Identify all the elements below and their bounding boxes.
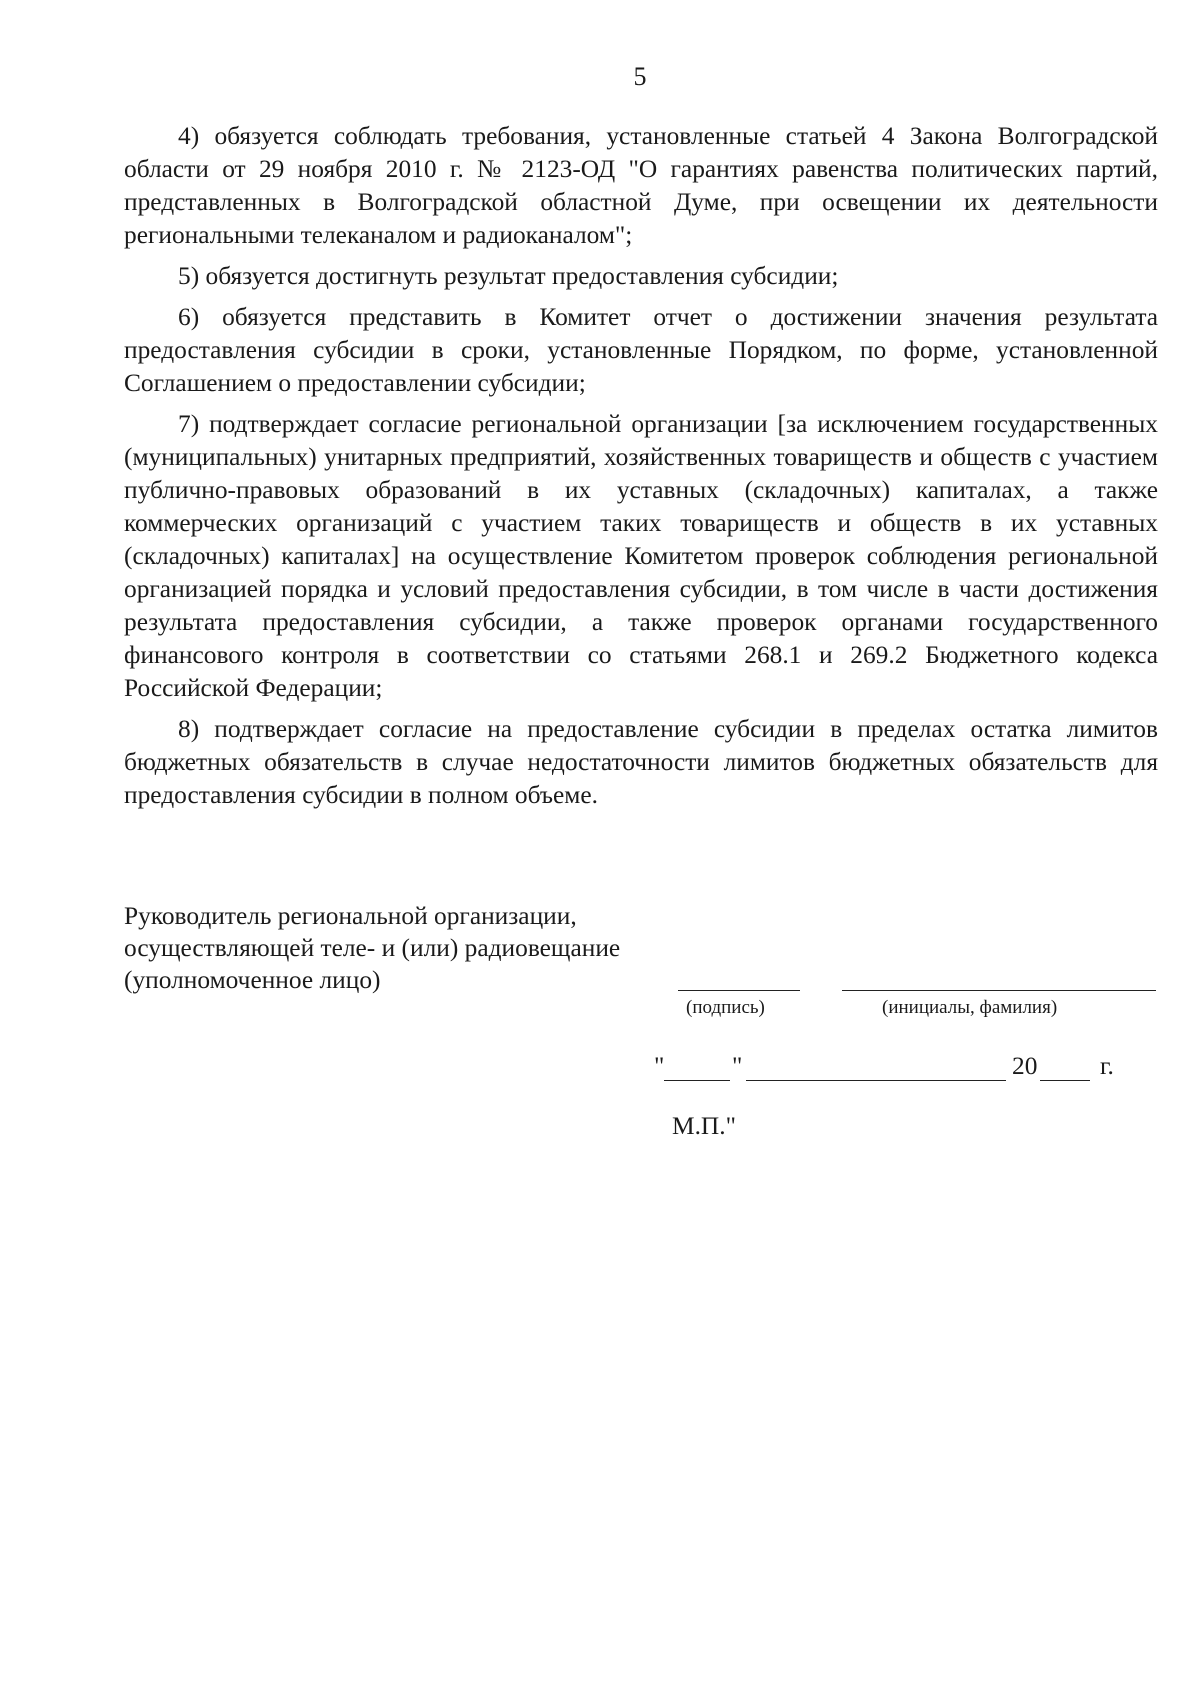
name-line: [842, 990, 1156, 991]
paragraph-item-4: 4) обязуется соблюдать требования, установленные статьей 4 Закона Волгоградской области от 29 ноября 2010 г. № 2123-ОД "О гарантиях равенства политических партий, представленных в Волгоградской областной Думе, при освещении их деятельности региональными телеканалом и радиоканалом";: [124, 122, 1158, 249]
signature-fields: [124, 900, 1158, 1140]
page-number: 5: [633, 62, 647, 91]
day-line: [664, 1080, 730, 1081]
signature-caption: (подпись): [686, 997, 765, 1018]
seal-mark: М.П.": [672, 1112, 736, 1140]
paragraph-item-8: 8) подтверждает согласие на предоставление субсидии в пределах остатка лимитов бюджетных обязательств в случае недостаточности лимитов бюджетных обязательств для предоставления субсидии в полном объеме.: [124, 715, 1158, 809]
paragraph-item-6: 6) обязуется представить в Комитет отчет о достижении значения результата предоставления субсидии в сроки, установленные Порядком, по форме, установленной Соглашением о предоставлении субсидии;: [124, 303, 1158, 397]
signature-line: [678, 990, 800, 991]
year-suffix: г.: [1100, 1052, 1114, 1080]
date-row: [654, 1050, 1158, 1090]
year-line: [1040, 1080, 1090, 1081]
name-caption: (инициалы, фамилия): [882, 997, 1058, 1018]
signature-block: [124, 900, 1158, 1140]
document-body: [124, 120, 1158, 820]
signer-title-line-1: Руководитель региональной организации,: [124, 902, 577, 930]
quote-close: ": [732, 1052, 743, 1080]
paragraph-item-7: 7) подтверждает согласие региональной организации [за исключением государственных (муниципальных) унитарных предприятий, хозяйственных товариществ и обществ с участием публично-правовых образований в их уставных (складочных) капиталах, а также коммерческих организаций с участием таких товариществ и обществ в их уставных (складочных) капиталах] на осуществление Комитетом проверок соблюдения региональной организацией порядка и условий предоставления субсидии, в том числе в части достижения результата предоставления субсидии, а также проверок органами государственного финансового контроля в соответствии со статьями 268.1 и 269.2 Бюджетного кодекса Российской Федерации;: [124, 410, 1158, 702]
signer-title-line-3: (уполномоченное лицо): [124, 966, 381, 994]
paragraph-item-5: 5) обязуется достигнуть результат предоставления субсидии;: [178, 262, 839, 290]
year-prefix: 20: [1012, 1052, 1038, 1080]
month-line: [746, 1080, 1006, 1081]
quote-open: ": [654, 1052, 665, 1080]
signer-title-line-2: осуществляющей теле- и (или) радиовещание: [124, 934, 621, 962]
